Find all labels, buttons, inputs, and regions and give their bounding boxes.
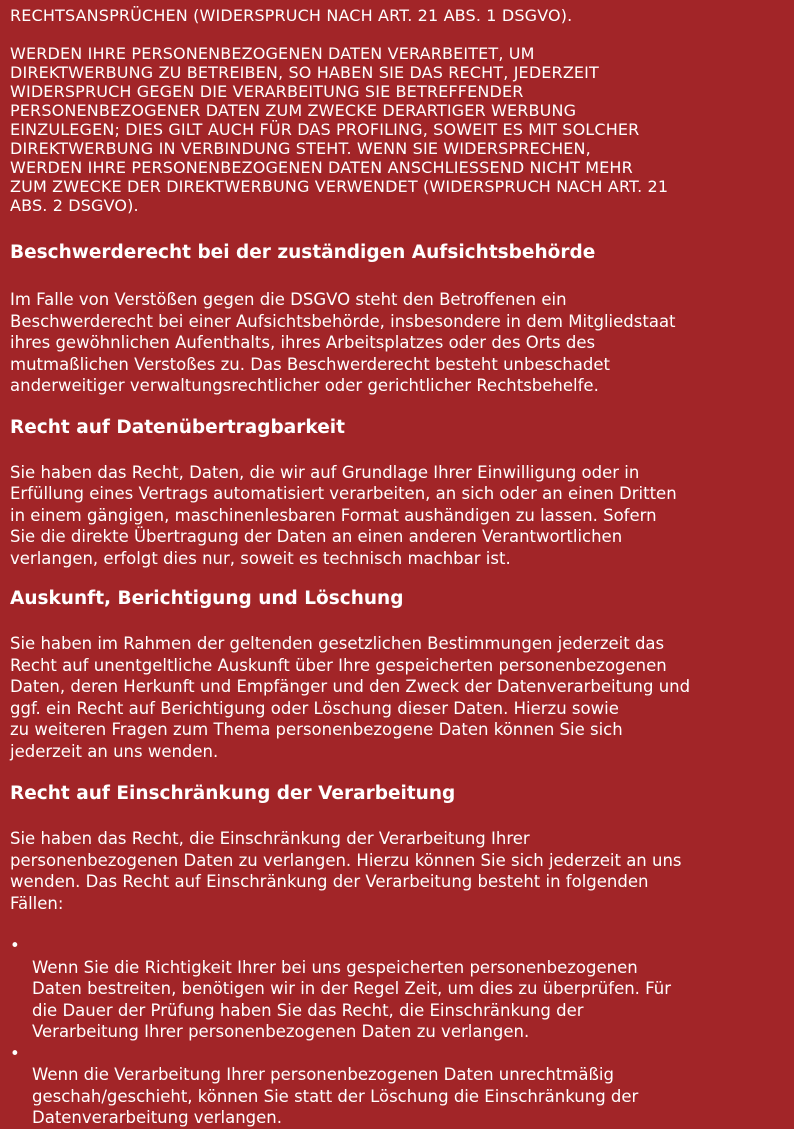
list-item-text: Wenn Sie die Richtigkeit Ihrer bei uns gespeicherten personenbezogenen Daten bestreiten, benötigen wir in der Regel Zeit, um dies zu überprüfen. Für die Dauer der Prüfung haben Sie das Recht, die Einschränkung der Verarbeitung Ihrer personenbezogenen Daten zu verlangen.: [32, 957, 671, 1041]
intro-caps-paragraph: WERDEN IHRE PERSONENBEZOGENEN DATEN VERARBEITET, UM DIREKTWERBUNG ZU BETREIBEN, SO HABEN SIE DAS RECHT, JEDERZEIT WIDERSPRUCH GEGEN DIE VERARBEITUNG SIE BETREFFENDER PERSONENBEZOGENER DATEN ZUM ZWECKE DERARTIGER WERBUNG EINZULEGEN; DIES GILT AUCH FÜR DAS PROFILING, SOWEIT ES MIT SOLCHER DIREKTWERBUNG IN VERBINDUNG STEHT. WENN SIE WIDERSPRECHEN, WERDEN IHRE PERSONENBEZOGENEN DATEN ANSCHLIESSEND NICHT MEHR ZUM ZWECKE DER DIREKTWERBUNG VERWENDET (WIDERSPRUCH NACH ART. 21 ABS. 2 DSGVO).: [10, 44, 669, 215]
section-heading-access: Auskunft, Berichtigung und Löschung: [10, 588, 404, 609]
section-text-restriction: Sie haben das Recht, die Einschränkung der Verarbeitung Ihrer personenbezogenen Daten zu verlangen. Hierzu können Sie sich jederzeit an uns wenden. Das Recht auf Einschränkung der Verarbeitung besteht in folgenden Fällen:: [10, 829, 682, 913]
bullet-icon: •: [10, 936, 20, 955]
section-text-portability: Sie haben das Recht, Daten, die wir auf Grundlage Ihrer Einwilligung oder in Erfüllung eines Vertrags automatisiert verarbeiten, an sich oder an einen Dritten in einem gängigen, maschinenlesbaren Format aushändigen zu lassen. Sofern Sie die direkte Übertragung der Daten an einen anderen Verantwortlichen verlangen, erfolgt dies nur, soweit es technisch machbar ist.: [10, 462, 677, 568]
restriction-cases-list: [10, 935, 784, 1129]
list-item-text: Wenn die Verarbeitung Ihrer personenbezogenen Daten unrechtmäßig geschah/geschieht, können Sie statt der Löschung die Einschränkung der Datenverarbeitung verlangen.: [32, 1065, 639, 1127]
section-heading-restriction: Recht auf Einschränkung der Verarbeitung: [10, 783, 456, 804]
bullet-icon: •: [10, 1043, 20, 1063]
intro-caps-line: RECHTSANSPRÜCHEN (WIDERSPRUCH NACH ART. 21 ABS. 1 DSGVO).: [10, 6, 573, 25]
list-item: [10, 1043, 784, 1129]
section-text-complaint: Im Falle von Verstößen gegen die DSGVO steht den Betroffenen ein Beschwerderecht bei einer Aufsichtsbehörde, insbesondere in dem Mitgliedstaat ihres gewöhnlichen Aufenthalts, ihres Arbeitsplatzes oder des Orts des mutmaßlichen Verstoßes zu. Das Beschwerderecht besteht unbeschadet anderweitiger verwaltungsrechtlicher oder gerichtlicher Rechtsbehelfe.: [10, 290, 676, 395]
section-text-access: Sie haben im Rahmen der geltenden gesetzlichen Bestimmungen jederzeit das Recht auf unentgeltliche Auskunft über Ihre gespeicherten personenbezogenen Daten, deren Herkunft und Empfänger und den Zweck der Datenverarbeitung und ggf. ein Recht auf Berichtigung oder Löschung dieser Daten. Hierzu sowie zu weiteren Fragen zum Thema personenbezogene Daten können Sie sich jederzeit an uns wenden.: [10, 634, 691, 761]
list-item: [10, 935, 784, 1043]
section-heading-portability: Recht auf Datenübertragbarkeit: [10, 416, 345, 438]
section-heading-complaint: Beschwerderecht bei der zuständigen Aufsichtsbehörde: [10, 242, 596, 263]
